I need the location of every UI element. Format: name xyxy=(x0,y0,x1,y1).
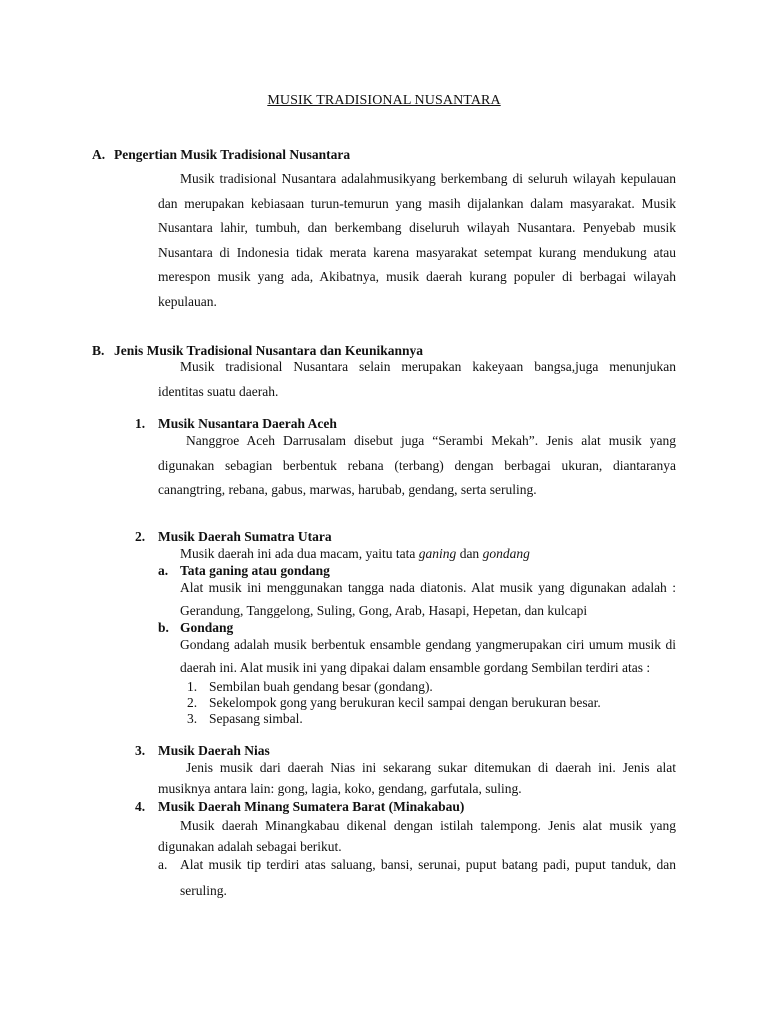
item-3-paragraph xyxy=(158,760,676,797)
section-a-line: Nusantara lahir, tumbuh, dan berkembang diseluruh wilayah Nusantara. Penyebab musik xyxy=(158,220,676,235)
item-4a-line: Alat musik tip terdiri atas saluang, bansi, serunai, puput batang padi, puput tanduk, dan xyxy=(180,857,676,872)
gondang-list-item: Sepasang simbal. xyxy=(209,711,303,726)
item-2-intro xyxy=(180,546,530,562)
item-4-marker: 4. xyxy=(135,799,146,814)
item-4a-line: seruling. xyxy=(180,883,227,898)
section-b-marker: B. xyxy=(92,343,105,358)
section-a-line: merespon musik yang ada, Akibatnya, musik daerah kurang populer di berbagai wilayah xyxy=(158,269,676,284)
gondang-list-number: 2. xyxy=(187,695,198,710)
item-4-paragraph xyxy=(158,818,676,855)
gondang-list-number: 1. xyxy=(187,679,198,694)
section-b-heading: Jenis Musik Tradisional Nusantara dan Keunikannya xyxy=(114,343,423,358)
item-3-line: Jenis musik dari daerah Nias ini sekarang sukar ditemukan di daerah ini. Jenis alat xyxy=(186,760,676,775)
item-2-intro-dan: dan xyxy=(456,546,483,561)
item-2a-marker: a. xyxy=(158,563,169,578)
item-3-marker: 3. xyxy=(135,743,146,758)
item-1-line: digunakan sebagian berbentuk rebana (terbang) dengan berbagai ukuran, diantaranya xyxy=(158,457,676,473)
item-1-heading: Musik Nusantara Daerah Aceh xyxy=(158,416,337,431)
section-a-line: dan merupakan kebiasaan turun-temurun yang masih dijalankan dalam masyarakat. Musik xyxy=(158,195,676,211)
section-a-paragraph xyxy=(158,167,676,314)
item-4-heading: Musik Daerah Minang Sumatera Barat (Minakabau) xyxy=(158,799,465,814)
section-b-paragraph xyxy=(158,355,676,404)
document-title: MUSIK TRADISIONAL NUSANTARA xyxy=(267,93,501,108)
item-2b-heading: Gondang xyxy=(180,620,234,635)
item-2b-line: daerah ini. Alat musik ini yang dipakai dalam ensamble gordang Sembilan terdiri atas : xyxy=(180,660,651,675)
item-2a-heading: Tata ganing atau gondang xyxy=(180,563,330,578)
item-3-heading: Musik Daerah Nias xyxy=(158,743,270,758)
section-b-line: identitas suatu daerah. xyxy=(158,383,279,399)
item-2-marker: 2. xyxy=(135,529,146,544)
gondang-list-item: Sekelompok gong yang berukuran kecil sampai dengan berukuran besar. xyxy=(209,695,601,710)
item-4-line: digunakan adalah sebagai berikut. xyxy=(158,839,342,854)
item-2a-line: Gerandung, Tanggelong, Suling, Gong, Arab, Hasapi, Hepetan, dan kulcapi xyxy=(180,603,588,618)
section-b-line: Musik tradisional Nusantara selain merupakan kakeyaan bangsa,juga menunjukan xyxy=(180,359,676,374)
item-3-line: musiknya antara lain: gong, lagia, koko, gendang, garfutala, suling. xyxy=(158,781,522,796)
gondang-list-number: 3. xyxy=(187,711,198,726)
item-1-line: Nanggroe Aceh Darrusalam disebut juga “Serambi Mekah”. Jenis alat musik yang xyxy=(186,433,676,448)
item-1-line: canangtring, rebana, gabus, marwas, harubab, gendang, serta seruling. xyxy=(158,482,537,497)
item-2-intro-text: Musik daerah ini ada dua macam, yaitu tata xyxy=(180,546,419,561)
item-2b-marker: b. xyxy=(158,620,169,635)
section-a-heading: Pengertian Musik Tradisional Nusantara xyxy=(114,147,351,162)
item-2a-line: Alat musik ini menggunakan tangga nada diatonis. Alat musik yang digunakan adalah : xyxy=(180,580,676,595)
item-2-heading: Musik Daerah Sumatra Utara xyxy=(158,529,332,544)
item-1-marker: 1. xyxy=(135,416,146,431)
item-4-line: Musik daerah Minangkabau dikenal dengan istilah talempong. Jenis alat musik yang xyxy=(180,818,676,833)
item-4a-marker: a. xyxy=(158,857,168,872)
gondang-list-item: Sembilan buah gendang besar (gondang). xyxy=(209,679,433,694)
item-1-paragraph xyxy=(158,429,676,503)
section-a-line: kepulauan. xyxy=(158,293,217,309)
section-a-marker: A. xyxy=(92,147,106,162)
section-a-line: Nusantara di Indonesia tidak merata karena masyarakat setempat kurang mendukung atau xyxy=(158,244,676,260)
item-2-intro-gondang: gondang xyxy=(482,546,530,561)
section-a-line: Musik tradisional Nusantara adalahmusikyang berkembang di seluruh wilayah kepulauan xyxy=(180,171,676,186)
item-2b-line: Gondang adalah musik berbentuk ensamble gendang yangmerupakan ciri umum musik di xyxy=(180,637,676,652)
item-2-intro-ganing: ganing xyxy=(418,546,457,561)
